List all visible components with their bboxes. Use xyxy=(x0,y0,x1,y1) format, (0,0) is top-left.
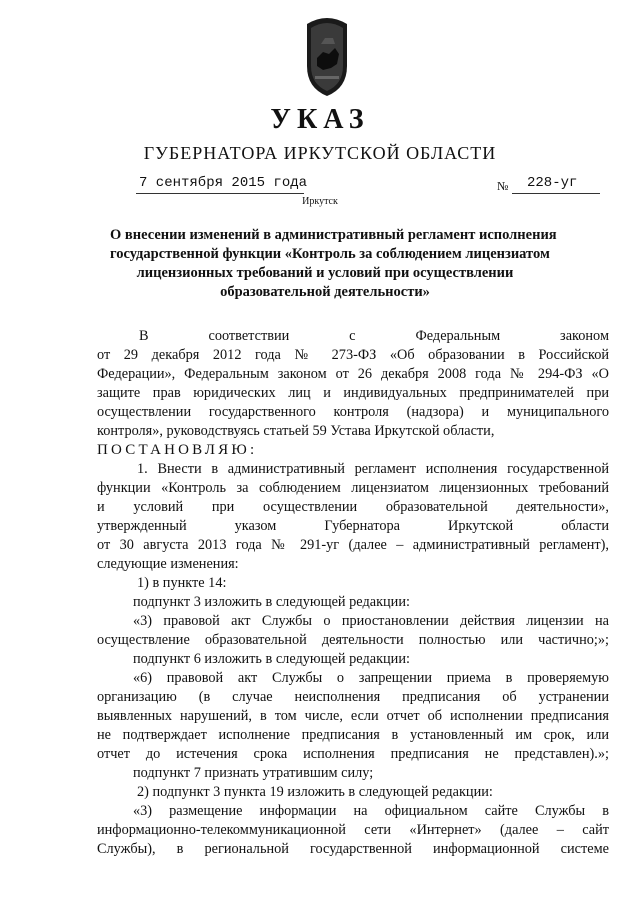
body-line: отчет до истечения срока исполнения предписания не представлен).»; xyxy=(97,746,609,762)
body-line: информационно-телекоммуникационной сети «Интернет» (далее – сайт xyxy=(97,822,609,838)
body-line: и условий при осуществлении образовательной деятельности», xyxy=(97,499,609,515)
body-line: «3) правовой акт Службы о приостановлении действия лицензии на xyxy=(133,613,609,629)
body-line: не подтверждает исполнение предписания в установленный им срок, или xyxy=(97,727,609,743)
body-line: следующие изменения: xyxy=(97,556,239,572)
decree-title: УКАЗ xyxy=(270,104,370,135)
heading-line: лицензионных требований и условий при осуществлении xyxy=(136,265,514,281)
decree-heading xyxy=(110,226,557,302)
body-line: осуществлении государственного контроля (надзора) и муниципального xyxy=(97,404,609,420)
body-line-decree: ПОСТАНОВЛЯЮ: xyxy=(97,442,258,458)
body-line: функции «Контроль за соблюдением лицензиатом лицензионных требований xyxy=(97,480,609,496)
body-line: Федерации», Федеральным законом от 26 декабря 2008 года № 294-ФЗ «О xyxy=(97,366,609,382)
coat-of-arms-icon xyxy=(303,14,351,98)
body-line: 1. Внести в административный регламент исполнения государственной xyxy=(137,461,609,477)
body-line: от 30 августа 2013 года № 291-уг (далее – административный регламент), xyxy=(97,537,609,553)
body-line: утвержденный указом Губернатора Иркутской области xyxy=(97,518,609,534)
body-line: Службы), в региональной государственной информационной системе xyxy=(97,841,609,857)
body-line: 2) подпункт 3 пункта 19 изложить в следующей редакции: xyxy=(137,784,493,800)
decree-number: 228-уг xyxy=(527,175,578,191)
body-line: подпункт 6 изложить в следующей редакции: xyxy=(133,651,410,667)
body-line: 1) в пункте 14: xyxy=(137,575,227,591)
body-line: организацию (в случае неисполнения предписания об устранении xyxy=(97,689,609,705)
decree-body xyxy=(97,327,609,859)
number-sign: № xyxy=(497,179,509,193)
decree-issuer: ГУБЕРНАТОРА ИРКУТСКОЙ ОБЛАСТИ xyxy=(143,143,497,163)
body-line: «6) правовой акт Службы о запрещении приема в проверяемую xyxy=(133,670,609,686)
body-line: осуществление образовательной деятельности полностью или частично;»; xyxy=(97,632,609,648)
heading-line: О внесении изменений в административный регламент исполнения xyxy=(110,227,557,243)
heading-line: государственной функции «Контроль за соблюдением лицензиатом xyxy=(110,246,550,262)
scan-speck xyxy=(343,847,353,851)
heading-line: образовательной деятельности» xyxy=(220,284,430,300)
date-underline xyxy=(136,193,304,194)
decree-city: Иркутск xyxy=(302,196,338,207)
body-line: В соответствии с Федеральным законом xyxy=(139,328,609,344)
body-line: контроля», руководствуясь статьей 59 Устава Иркутской области, xyxy=(97,423,495,439)
body-line: «3) размещение информации на официальном сайте Службы в xyxy=(133,803,609,819)
number-underline xyxy=(512,193,600,194)
body-line: выявленных нарушений, в том числе, если отчет об исполнении предписания xyxy=(97,708,609,724)
body-line: защите прав юридических лиц и индивидуальных предпринимателей при xyxy=(97,385,609,401)
body-line: подпункт 7 признать утратившим силу; xyxy=(133,765,374,781)
body-line: от 29 декабря 2012 года № 273-ФЗ «Об образовании в Российской xyxy=(97,347,609,363)
body-line: подпункт 3 изложить в следующей редакции: xyxy=(133,594,410,610)
decree-date: 7 сентября 2015 года xyxy=(139,175,308,191)
